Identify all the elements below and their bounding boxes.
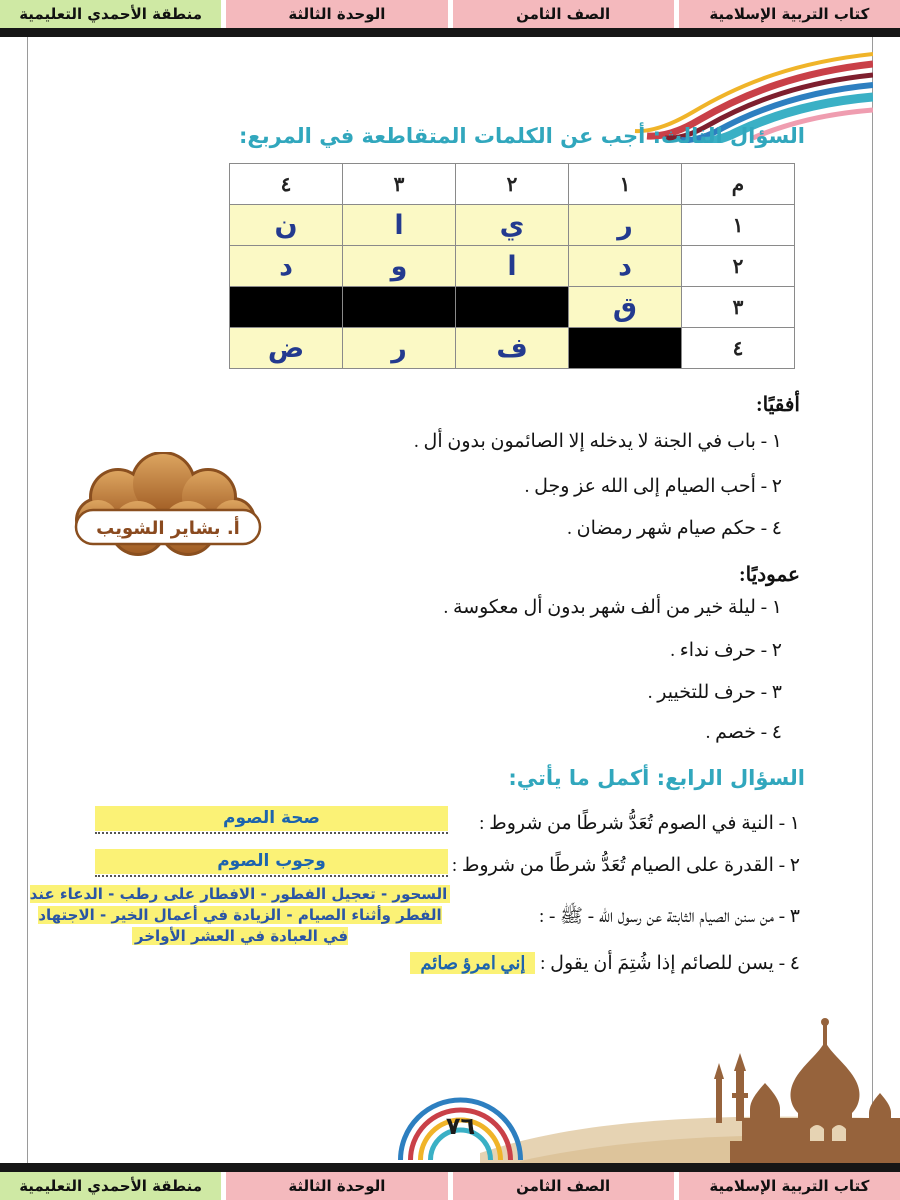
- banner-tab-unit: الوحدة الثالثة: [226, 1172, 447, 1200]
- page-number: ٧٦: [445, 1112, 476, 1140]
- question4-title: السؤال الرابع: أكمل ما يأتي:: [508, 766, 805, 790]
- crossword-row: [230, 328, 795, 369]
- teacher-stamp-text: أ. بشاير الشويب: [96, 518, 240, 539]
- crossword-cell: ا: [343, 205, 456, 246]
- horizontal-clues-label: أفقيًا:: [755, 394, 800, 416]
- page-left-border: [27, 37, 28, 1163]
- banner-tab-book: كتاب التربية الإسلامية: [679, 1172, 900, 1200]
- crossword-cell: ر: [343, 328, 456, 369]
- question3-title: السؤال الثالث: أجب عن الكلمات المتقاطعة في المربع:: [239, 124, 805, 148]
- horizontal-clue: ٢ - أحب الصيام إلى الله عز وجل .: [524, 476, 782, 497]
- banner-tab-district: منطقة الأحمدي التعليمية: [0, 1172, 221, 1200]
- crossword-row: [230, 246, 795, 287]
- banner-tab-book: كتاب التربية الإسلامية: [679, 0, 900, 28]
- row-header: ٢: [682, 246, 795, 287]
- header-banner: [0, 0, 900, 28]
- crossword-cell: ف: [456, 328, 569, 369]
- crossword-cell-black: [343, 287, 456, 328]
- teacher-stamp-cloud: [68, 452, 268, 572]
- row-header: ١: [682, 205, 795, 246]
- crossword-row: [230, 205, 795, 246]
- q4-item-1: ١ - النية في الصوم تُعَدُّ شرطًا من شروط :: [479, 813, 800, 834]
- crossword-cell: ق: [569, 287, 682, 328]
- col-header: ٣: [343, 164, 456, 205]
- footer-banner: [0, 1172, 900, 1200]
- col-header: ٤: [230, 164, 343, 205]
- crossword-cell: د: [569, 246, 682, 287]
- mosque-illustration: [480, 1013, 900, 1163]
- banner-tab-grade: الصف الثامن: [453, 0, 674, 28]
- banner-tab-unit: الوحدة الثالثة: [226, 0, 447, 28]
- crossword-cell: ر: [569, 205, 682, 246]
- col-header: ٢: [456, 164, 569, 205]
- banner-tab-district: منطقة الأحمدي التعليمية: [0, 0, 221, 28]
- vertical-clue: ١ - ليلة خير من ألف شهر بدون أل معكوسة .: [443, 597, 782, 618]
- page-right-border: [872, 37, 873, 1163]
- crossword-cell: ا: [456, 246, 569, 287]
- vertical-clues-label: عموديًا:: [738, 564, 800, 586]
- horizontal-clue: ٤ - حكم صيام شهر رمضان .: [567, 518, 782, 539]
- q4-item-4: [410, 952, 800, 975]
- crossword-cell: ي: [456, 205, 569, 246]
- crossword-cell-black: [230, 287, 343, 328]
- banner-tab-grade: الصف الثامن: [453, 1172, 674, 1200]
- top-divider-bar: [0, 28, 900, 37]
- crossword-table: [229, 163, 795, 369]
- row-header: ٤: [682, 328, 795, 369]
- q4-item-4-text: ٤ - يسن للصائم إذا شُتِمَ أن يقول :: [540, 953, 800, 974]
- q4-answer-1: صحة الصوم: [95, 806, 448, 831]
- crossword-cell: د: [230, 246, 343, 287]
- crossword-cell: و: [343, 246, 456, 287]
- mosque-silhouette: [714, 1018, 900, 1163]
- dotted-answer-line: [95, 832, 448, 834]
- q4-answer-4: إني امرؤ صائم: [410, 952, 535, 974]
- vertical-clue: ٢ - حرف نداء .: [670, 640, 782, 661]
- vertical-clue: ٣ - حرف للتخيير .: [647, 682, 782, 703]
- crossword-row: [230, 287, 795, 328]
- crossword-cell: ض: [230, 328, 343, 369]
- q4-item-2: ٢ - القدرة على الصيام تُعَدُّ شرطًا من شروط :: [451, 855, 800, 876]
- crossword-cell-black: [569, 328, 682, 369]
- vertical-clue: ٤ - خصم .: [705, 722, 782, 743]
- bottom-divider-bar: [0, 1163, 900, 1172]
- col-header: م: [682, 164, 795, 205]
- dotted-answer-line: [95, 875, 448, 877]
- col-header: ١: [569, 164, 682, 205]
- crossword-header-row: [230, 164, 795, 205]
- crossword-cell-black: [456, 287, 569, 328]
- q4-item-3: ٣ - من سنن الصيام الثابتة عن رسول الله - ﷺ - :: [538, 906, 800, 927]
- crossword-cell: ن: [230, 205, 343, 246]
- horizontal-clue: ١ - باب في الجنة لا يدخله إلا الصائمون بدون أل .: [414, 431, 782, 452]
- row-header: ٣: [682, 287, 795, 328]
- q4-answer-2: وجوب الصوم: [95, 849, 448, 874]
- q4-answer-3: السحور - تعجيل الفطور - الافطار على رطب - الدعاء عند الفطر وأثناء الصيام - الزيادة في أعمال الخير - الاجتهاد في العبادة في العشر الأواخر: [28, 884, 452, 947]
